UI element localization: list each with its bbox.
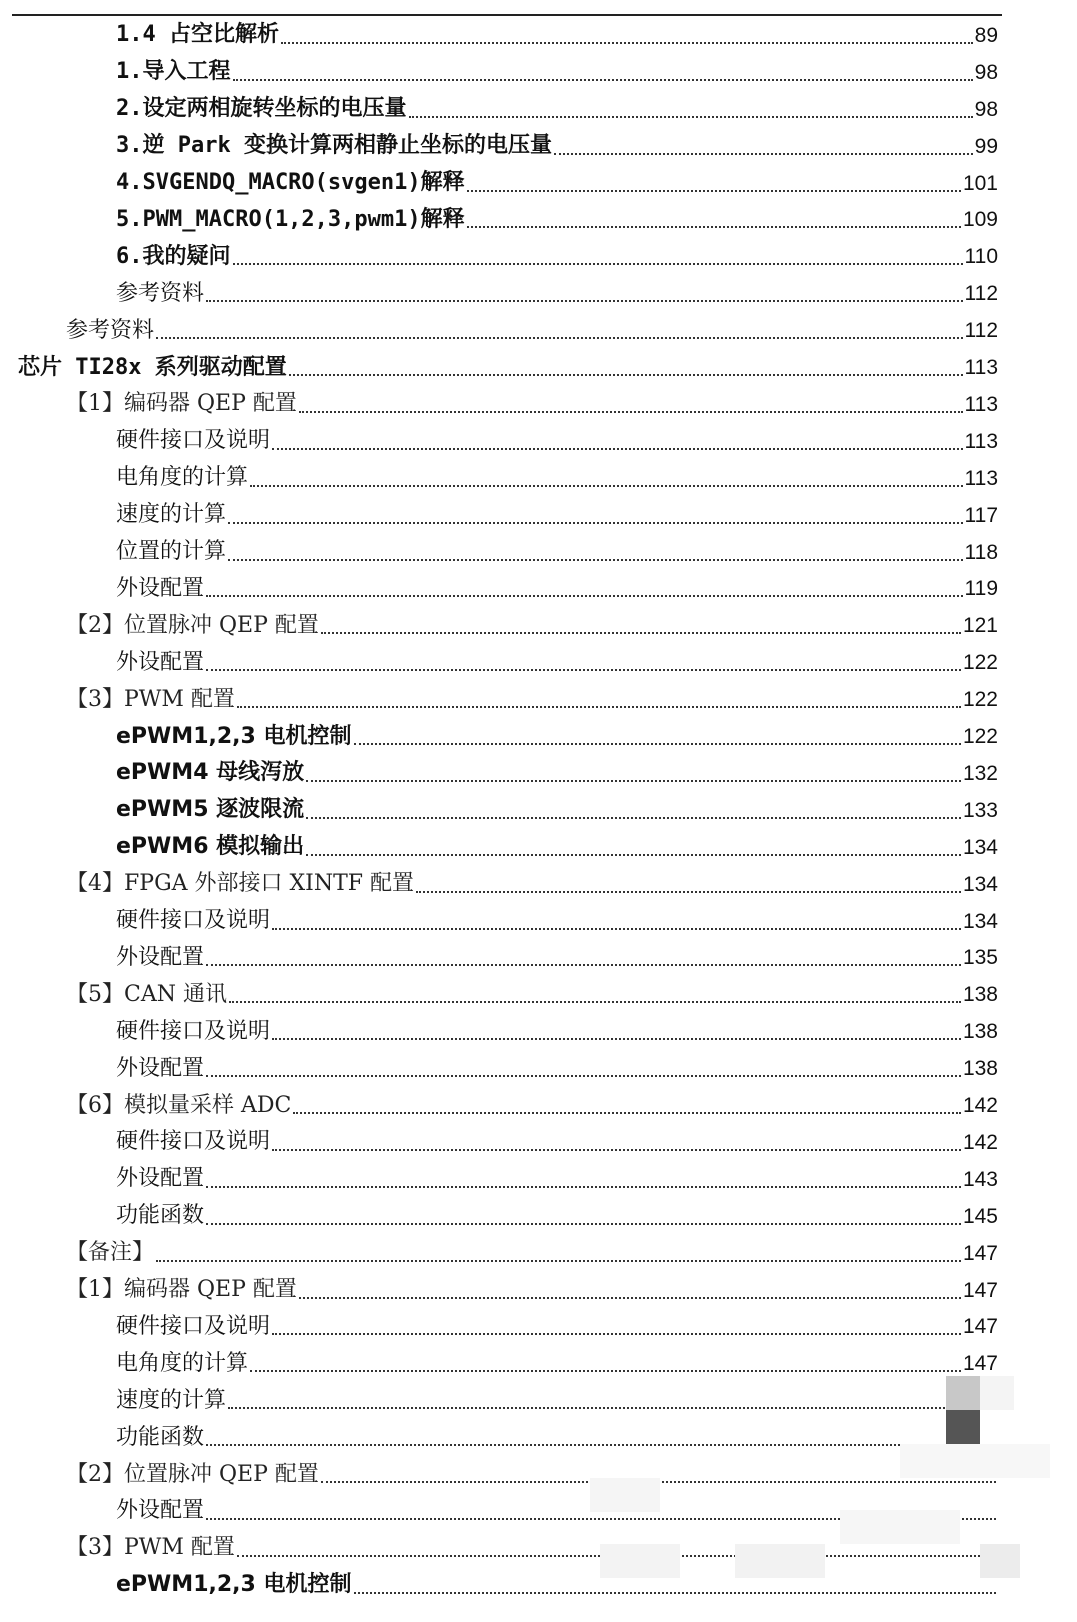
toc-entry-page: 147: [962, 1278, 998, 1302]
toc-entry[interactable]: [116, 755, 998, 792]
toc-entry-title: 1.4 占空比解析: [116, 22, 279, 48]
toc-entry[interactable]: [66, 386, 998, 423]
toc-entry-page: 132: [962, 761, 998, 785]
toc-entry-title: 【5】CAN 通讯: [66, 981, 227, 1007]
toc-entry-title: 【3】PWM 配置: [66, 1535, 235, 1561]
toc-entry-title: ePWM5 逐波限流: [116, 797, 305, 823]
toc-entry-page: 113: [964, 466, 998, 490]
toc-entry-title: 电角度的计算: [116, 465, 249, 491]
toc-entry[interactable]: [116, 792, 998, 829]
toc-entry-title: 位置的计算: [116, 539, 227, 565]
dot-leader: [228, 558, 963, 561]
toc-entry-page: 142: [962, 1094, 998, 1118]
toc-entry-page: 112: [964, 282, 998, 306]
toc-entry-page: 99: [974, 134, 998, 158]
toc-entry-page: 134: [962, 909, 998, 933]
toc-entry[interactable]: [66, 681, 998, 718]
toc-entry-title: 外设配置: [116, 1055, 205, 1081]
dot-leader: [206, 299, 963, 302]
toc-entry[interactable]: [116, 460, 998, 497]
toc-entry-page: 122: [962, 651, 998, 675]
dot-leader: [206, 1074, 961, 1077]
dot-leader: [272, 927, 961, 930]
toc-entry[interactable]: [116, 903, 998, 940]
toc-entry-page: 110: [964, 245, 998, 269]
toc-entry-page: 122: [962, 688, 998, 712]
toc-entry-title: 4.SVGENDQ_MACRO(svgen1)解释: [116, 170, 465, 196]
toc-entry-title: 3.逆 Park 变换计算两相静止坐标的电压量: [116, 133, 552, 159]
toc-entry-title: 【6】模拟量采样 ADC: [66, 1092, 292, 1118]
toc-entry-title: 【3】PWM 配置: [66, 686, 235, 712]
toc-entry[interactable]: [116, 1309, 998, 1346]
dot-leader: [467, 225, 961, 228]
toc-entry-page: 98: [974, 60, 998, 84]
toc-entry[interactable]: [116, 17, 998, 54]
toc-entry-title: 芯片 TI28x 系列驱动配置: [18, 354, 287, 380]
toc-entry-page: 117: [964, 503, 998, 527]
dot-leader: [272, 1332, 961, 1335]
toc-entry[interactable]: [66, 976, 998, 1013]
dot-leader: [289, 373, 963, 376]
toc-entry-page: 113: [964, 356, 998, 380]
dot-leader: [237, 705, 961, 708]
toc-entry[interactable]: [116, 829, 998, 866]
toc-entry-title: 外设配置: [116, 1166, 205, 1192]
toc-entry[interactable]: [116, 1050, 998, 1087]
dot-leader: [233, 78, 973, 81]
toc-entry[interactable]: [66, 1235, 998, 1272]
dot-leader: [229, 1000, 961, 1003]
toc-entry[interactable]: [66, 607, 998, 644]
dot-leader: [156, 1259, 961, 1262]
toc-entry-title: 6.我的疑问: [116, 243, 231, 269]
dot-leader: [354, 742, 961, 745]
toc-entry[interactable]: [116, 1124, 998, 1161]
toc-entry-title: 功能函数: [116, 1424, 205, 1450]
toc-entry-title: 参考资料: [116, 280, 205, 306]
dot-leader: [206, 963, 961, 966]
toc-entry[interactable]: [66, 1272, 998, 1309]
toc-entry[interactable]: [116, 1198, 998, 1235]
toc-entry-title: 硬件接口及说明: [116, 908, 271, 934]
dot-leader: [250, 1369, 961, 1372]
toc-entry-title: 硬件接口及说明: [116, 1313, 271, 1339]
dot-leader: [554, 152, 973, 155]
toc-entry-title: 【4】FPGA 外部接口 XINTF 配置: [66, 871, 415, 897]
toc-entry[interactable]: [66, 312, 998, 349]
toc-entry-page: 112: [964, 319, 998, 343]
toc-entry[interactable]: [116, 1013, 998, 1050]
toc-entry-title: 速度的计算: [116, 502, 227, 528]
toc-entry-title: ePWM4 母线泻放: [116, 760, 305, 786]
toc-entry-title: 【2】位置脉冲 QEP 配置: [66, 612, 319, 638]
toc-entry-page: 147: [962, 1352, 998, 1376]
toc-entry-page: 143: [962, 1167, 998, 1191]
dot-leader: [206, 1222, 961, 1225]
toc-entry[interactable]: [116, 1567, 998, 1604]
toc-entry[interactable]: [116, 91, 998, 128]
toc-entry-page: 101: [962, 171, 998, 195]
dot-leader: [409, 115, 973, 118]
dot-leader: [250, 484, 963, 487]
toc-entry-page: 147: [962, 1315, 998, 1339]
toc-entry[interactable]: [116, 1382, 998, 1419]
dot-leader: [306, 853, 961, 856]
dot-leader: [416, 890, 961, 893]
toc-entry-page: 138: [962, 1020, 998, 1044]
toc-entry[interactable]: [116, 238, 998, 275]
top-rule: [12, 14, 1002, 16]
toc-entry-title: 【1】编码器 QEP 配置: [66, 1277, 297, 1303]
toc-entry-title: 硬件接口及说明: [116, 1018, 271, 1044]
toc-entry[interactable]: [116, 940, 998, 977]
toc-entry-page: 138: [962, 983, 998, 1007]
dot-leader: [299, 1296, 961, 1299]
toc-entry[interactable]: [116, 1419, 998, 1456]
dot-leader: [272, 1037, 961, 1040]
dot-leader: [156, 336, 963, 339]
toc-entry-page: 134: [962, 835, 998, 859]
toc-entry[interactable]: [116, 1161, 998, 1198]
toc-entry[interactable]: [116, 497, 998, 534]
dot-leader: [206, 1443, 996, 1446]
toc-entry-page: 119: [964, 577, 998, 601]
dot-leader: [272, 1148, 961, 1151]
toc-entry[interactable]: [116, 423, 998, 460]
toc-entry[interactable]: [66, 1456, 998, 1493]
dot-leader: [321, 631, 961, 634]
toc-entry-title: 外设配置: [116, 944, 205, 970]
toc-entry-title: ePWM1,2,3 电机控制: [116, 723, 352, 749]
dot-leader: [293, 1111, 961, 1114]
toc-entry-page: 142: [962, 1130, 998, 1154]
dot-leader: [467, 189, 961, 192]
toc-entry-page: 122: [962, 725, 998, 749]
dot-leader: [299, 410, 963, 413]
toc-entry-page: 135: [962, 946, 998, 970]
toc-entry[interactable]: [116, 54, 998, 91]
toc-entry-page: 145: [962, 1204, 998, 1228]
toc-entry[interactable]: [116, 718, 998, 755]
toc-entry-title: ePWM6 模拟输出: [116, 834, 305, 860]
dot-leader: [206, 1185, 961, 1188]
toc-entry-page: 138: [962, 1057, 998, 1081]
toc-entry[interactable]: [66, 866, 998, 903]
toc-entry-title: 外设配置: [116, 649, 205, 675]
toc-entry[interactable]: [116, 644, 998, 681]
toc-entry[interactable]: [116, 128, 998, 165]
toc-entry-title: 外设配置: [116, 575, 205, 601]
toc-entry-title: 2.设定两相旋转坐标的电压量: [116, 96, 407, 122]
toc-entry[interactable]: [116, 534, 998, 571]
toc-entry-title: 硬件接口及说明: [116, 1129, 271, 1155]
dot-leader: [306, 779, 961, 782]
toc-entry-title: 【2】位置脉冲 QEP 配置: [66, 1461, 319, 1487]
toc-entry-title: 功能函数: [116, 1203, 205, 1229]
toc-entry-title: 5.PWM_MACRO(1,2,3,pwm1)解释: [116, 206, 465, 232]
dot-leader: [228, 521, 963, 524]
dot-leader: [206, 668, 961, 671]
toc-entry[interactable]: [116, 202, 998, 239]
toc-entry-title: 1.导入工程: [116, 59, 231, 85]
toc-entry[interactable]: [116, 275, 998, 312]
dot-leader: [354, 1591, 996, 1594]
toc-entry-title: ePWM1,2,3 电机控制: [116, 1572, 352, 1598]
dot-leader: [272, 447, 963, 450]
toc-entry-title: 【1】编码器 QEP 配置: [66, 391, 297, 417]
toc-entry[interactable]: [116, 1345, 998, 1382]
toc-entry[interactable]: [116, 571, 998, 608]
toc-entry[interactable]: [18, 349, 998, 386]
toc-entry-page: 118: [964, 540, 998, 564]
toc-entry-page: 133: [962, 798, 998, 822]
toc-entry-title: 参考资料: [66, 317, 155, 343]
toc-entry-title: 外设配置: [116, 1498, 205, 1524]
dot-leader: [306, 816, 961, 819]
toc-entry[interactable]: [66, 1087, 998, 1124]
toc-entry-page: 109: [962, 208, 998, 232]
toc-entry-page: 113: [964, 429, 998, 453]
toc-entry-page: 98: [974, 97, 998, 121]
dot-leader: [206, 594, 963, 597]
toc-entry-title: 硬件接口及说明: [116, 428, 271, 454]
dot-leader: [281, 41, 973, 44]
toc-entry-page: 147: [962, 1241, 998, 1265]
toc-entry-page: 89: [974, 23, 998, 47]
toc-entry-page: 113: [964, 392, 998, 416]
dot-leader: [228, 1406, 996, 1409]
toc-entry-page: 121: [962, 614, 998, 638]
dot-leader: [233, 262, 963, 265]
toc-entry[interactable]: [116, 165, 998, 202]
toc-entry-page: 134: [962, 872, 998, 896]
toc-entry-title: 速度的计算: [116, 1387, 227, 1413]
toc-entry-title: 电角度的计算: [116, 1350, 249, 1376]
toc-entry-title: 【备注】: [66, 1240, 155, 1266]
